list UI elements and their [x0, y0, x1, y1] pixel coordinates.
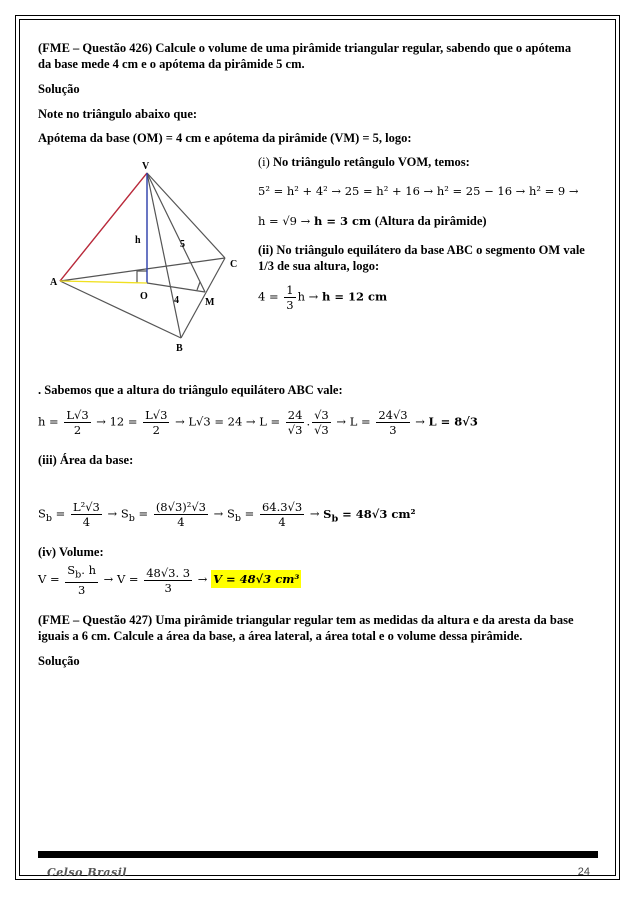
- part-ii-line1: (ii) No triângulo equilátero da base ABC o segmento OM vale: [258, 243, 585, 257]
- volume-equation: V = $\frac{S_b. h}{3}$ → V = $\frac{48√3. 3}{3}$ → V = 48√3 cm³: [38, 563, 300, 598]
- q427-line1: (FME – Questão 427) Uma pirâmide triangular regular tem as medidas da altura e da aresta da base: [38, 613, 574, 627]
- area-equation: $S_b$ = $\frac{\text{L²√3}}{4}$ → $S_b$ = $\frac{\text{(8√3)²√3}}{4}$ → $S_b$ = $\frac{64.3√3}{4}$ → $S_b = 48√3$ cm²: [38, 500, 416, 529]
- part-i-eq1: 5² = h² + 4² → 25 = h² + 16 → h² = 25 − 16 → h² = 9 →: [258, 184, 579, 198]
- footer-bar: [38, 851, 598, 858]
- volume-result-highlight: V = 48√3 cm³: [213, 572, 300, 587]
- solution-heading-2: Solução: [38, 654, 80, 668]
- page-border-inner: [19, 19, 616, 876]
- label-h: h: [135, 235, 141, 246]
- sabemos-text: . Sabemos que a altura do triângulo equilátero ABC vale:: [38, 383, 343, 397]
- note-text: Note no triângulo abaixo que:: [38, 107, 198, 121]
- part-ii-line2: 1/3 de sua altura, logo:: [258, 259, 380, 273]
- part-ii-eq: 4 = $\frac{1}{3}$ h → h = 12 cm: [258, 283, 388, 312]
- label-B: B: [176, 343, 183, 354]
- height-equation: h = $\frac{L√3}{2}$ → 12 = $\frac{L√3}{2}$ → L√3 = 24 → L = $\frac{24}{√3}$ . $\frac{√3}{√3}$ → L = $\frac{24√3}{3}$ → L = 8√3: [38, 408, 478, 437]
- label-V: V: [142, 161, 150, 172]
- apotemas-text: Apótema da base (OM) = 4 cm e apótema da pirâmide (VM) = 5, logo:: [38, 131, 412, 145]
- page-number: 24: [577, 866, 590, 878]
- label-A: A: [50, 277, 58, 288]
- part-i-eq2: h = √9 → h = 3 cm (Altura da pirâmide): [258, 214, 487, 228]
- footer-author: Celso Brasil: [47, 866, 128, 879]
- solution-heading: Solução: [38, 82, 80, 96]
- label-4: 4: [174, 295, 179, 306]
- q427-line2: iguais a 6 cm. Calcule a área da base, a área lateral, a área total e o volume dessa pirâmide.: [38, 629, 523, 643]
- q426-line1: (FME – Questão 426) Calcule o volume de uma pirâmide triangular regular, sabendo que o apótema: [38, 41, 572, 55]
- label-M: M: [205, 297, 215, 308]
- pyramid-figure: [50, 155, 250, 355]
- part-iv-title: (iv) Volume:: [38, 545, 104, 559]
- label-O: O: [140, 291, 148, 302]
- label-5: 5: [180, 239, 185, 250]
- part-iii-title: (iii) Área da base:: [38, 453, 134, 467]
- label-C: C: [230, 259, 238, 270]
- part-i-title: (i) No triângulo retângulo VOM, temos:: [258, 155, 470, 169]
- q426-line2: da base mede 4 cm e o apótema da pirâmide 5 cm.: [38, 57, 305, 71]
